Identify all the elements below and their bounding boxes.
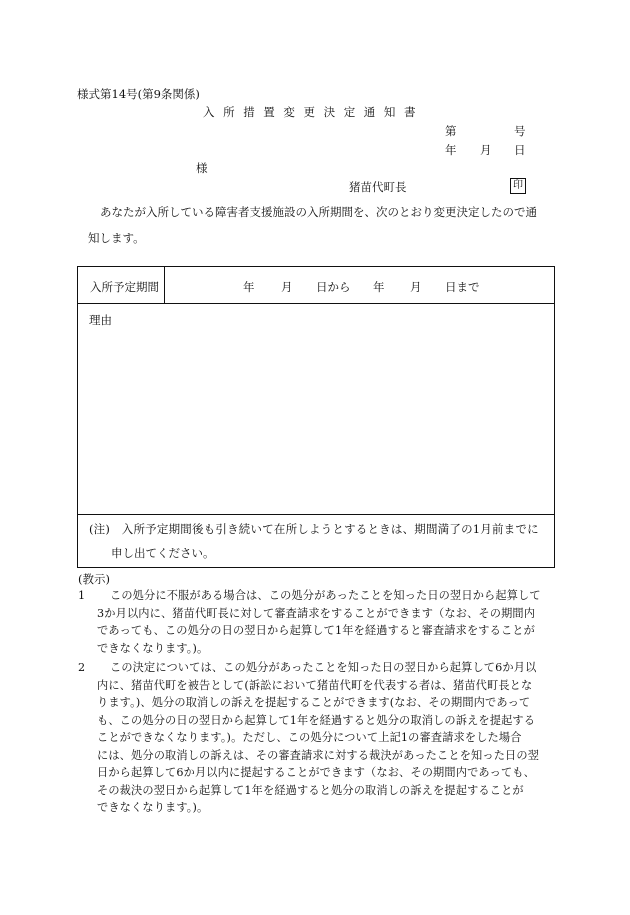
instruction-line: も、この処分の日の翌日から起算して1年を経過すると処分の取消しの訴えを提起する: [97, 713, 536, 727]
table-divider-vertical: [164, 267, 165, 303]
decision-table: [77, 266, 555, 568]
instruction-item-1: [78, 587, 556, 657]
period-to-month: 月: [410, 280, 422, 294]
period-to-year: 年: [373, 280, 385, 294]
doc-number-prefix: 第: [445, 124, 457, 138]
instruction-line: その裁決の翌日から起算して1年を経過すると処分の取消しの訴えを提起することが: [97, 783, 524, 797]
page-title: 入所措置変更決定通知書: [203, 105, 425, 119]
body-text-line2: 知します。: [88, 231, 145, 245]
instruction-line: 日から起算して6か月以内に提起することができます（なお、その期間内であっても、: [97, 766, 535, 779]
instruction-item-2: [78, 659, 556, 817]
period-label: 入所予定期間: [90, 280, 159, 294]
body-text-line1: あなたが入所している障害者支援施設の入所期間を、次のとおり変更決定したので通: [100, 205, 537, 219]
period-from-month: 月: [281, 280, 293, 294]
note-line2: 申し出てください。: [111, 546, 215, 560]
instruction-line: ります。)、処分の取消しの訴えを提起することができます(なお、その期間内であって: [97, 696, 531, 709]
table-divider-2: [78, 514, 554, 515]
period-from-day: 日から: [316, 280, 351, 294]
instruction-line: には、処分の取消しの訴えは、その審査請求に対する裁決があったことを知った日の翌: [97, 748, 540, 762]
instruction-item-number: 1: [78, 589, 86, 602]
note-line1: (注) 入所予定期間後も引き続いて在所しようとするときは、期間満了の1月前までに: [89, 522, 539, 536]
reason-label: 理由: [89, 313, 112, 327]
instruction-line: 内に、猪苗代町を被告として(訴訟において猪苗代町を代表する者は、猪苗代町長とな: [97, 678, 533, 692]
table-divider-1: [78, 303, 554, 304]
period-from-year: 年: [243, 280, 255, 294]
instruction-line: ことができなくなります。)。ただし、この処分について上記1の審査請求をした場合: [97, 731, 522, 744]
date-day: 日: [514, 143, 526, 157]
date-month: 月: [480, 143, 492, 157]
seal-box: 印: [510, 178, 526, 194]
addressee-suffix: 様: [196, 161, 208, 175]
instruction-line: この決定については、この処分があったことを知った日の翌日から起算して6か月以: [110, 661, 537, 674]
form-number: 様式第14号(第9条関係): [77, 87, 200, 101]
instruction-line: できなくなります。)。: [97, 801, 209, 814]
instruction-item-number: 2: [78, 661, 86, 674]
instruction-line: 3か月以内に、猪苗代町長に対して審査請求をすることができます（なお、その期間内: [97, 606, 536, 620]
date-year: 年: [445, 143, 457, 157]
instruction-line: であっても、この処分の日の翌日から起算して1年を経過すると審査請求をすることが: [97, 624, 535, 637]
instruction-line: できなくなります。)。: [97, 641, 209, 655]
instruction-line: この処分に不服がある場合は、この処分があったことを知った日の翌日から起算して: [110, 589, 541, 602]
instructions-heading: (教示): [78, 572, 110, 586]
issuer-name: 猪苗代町長: [349, 180, 407, 194]
doc-number-suffix: 号: [514, 124, 526, 138]
period-to-day: 日まで: [445, 280, 480, 294]
